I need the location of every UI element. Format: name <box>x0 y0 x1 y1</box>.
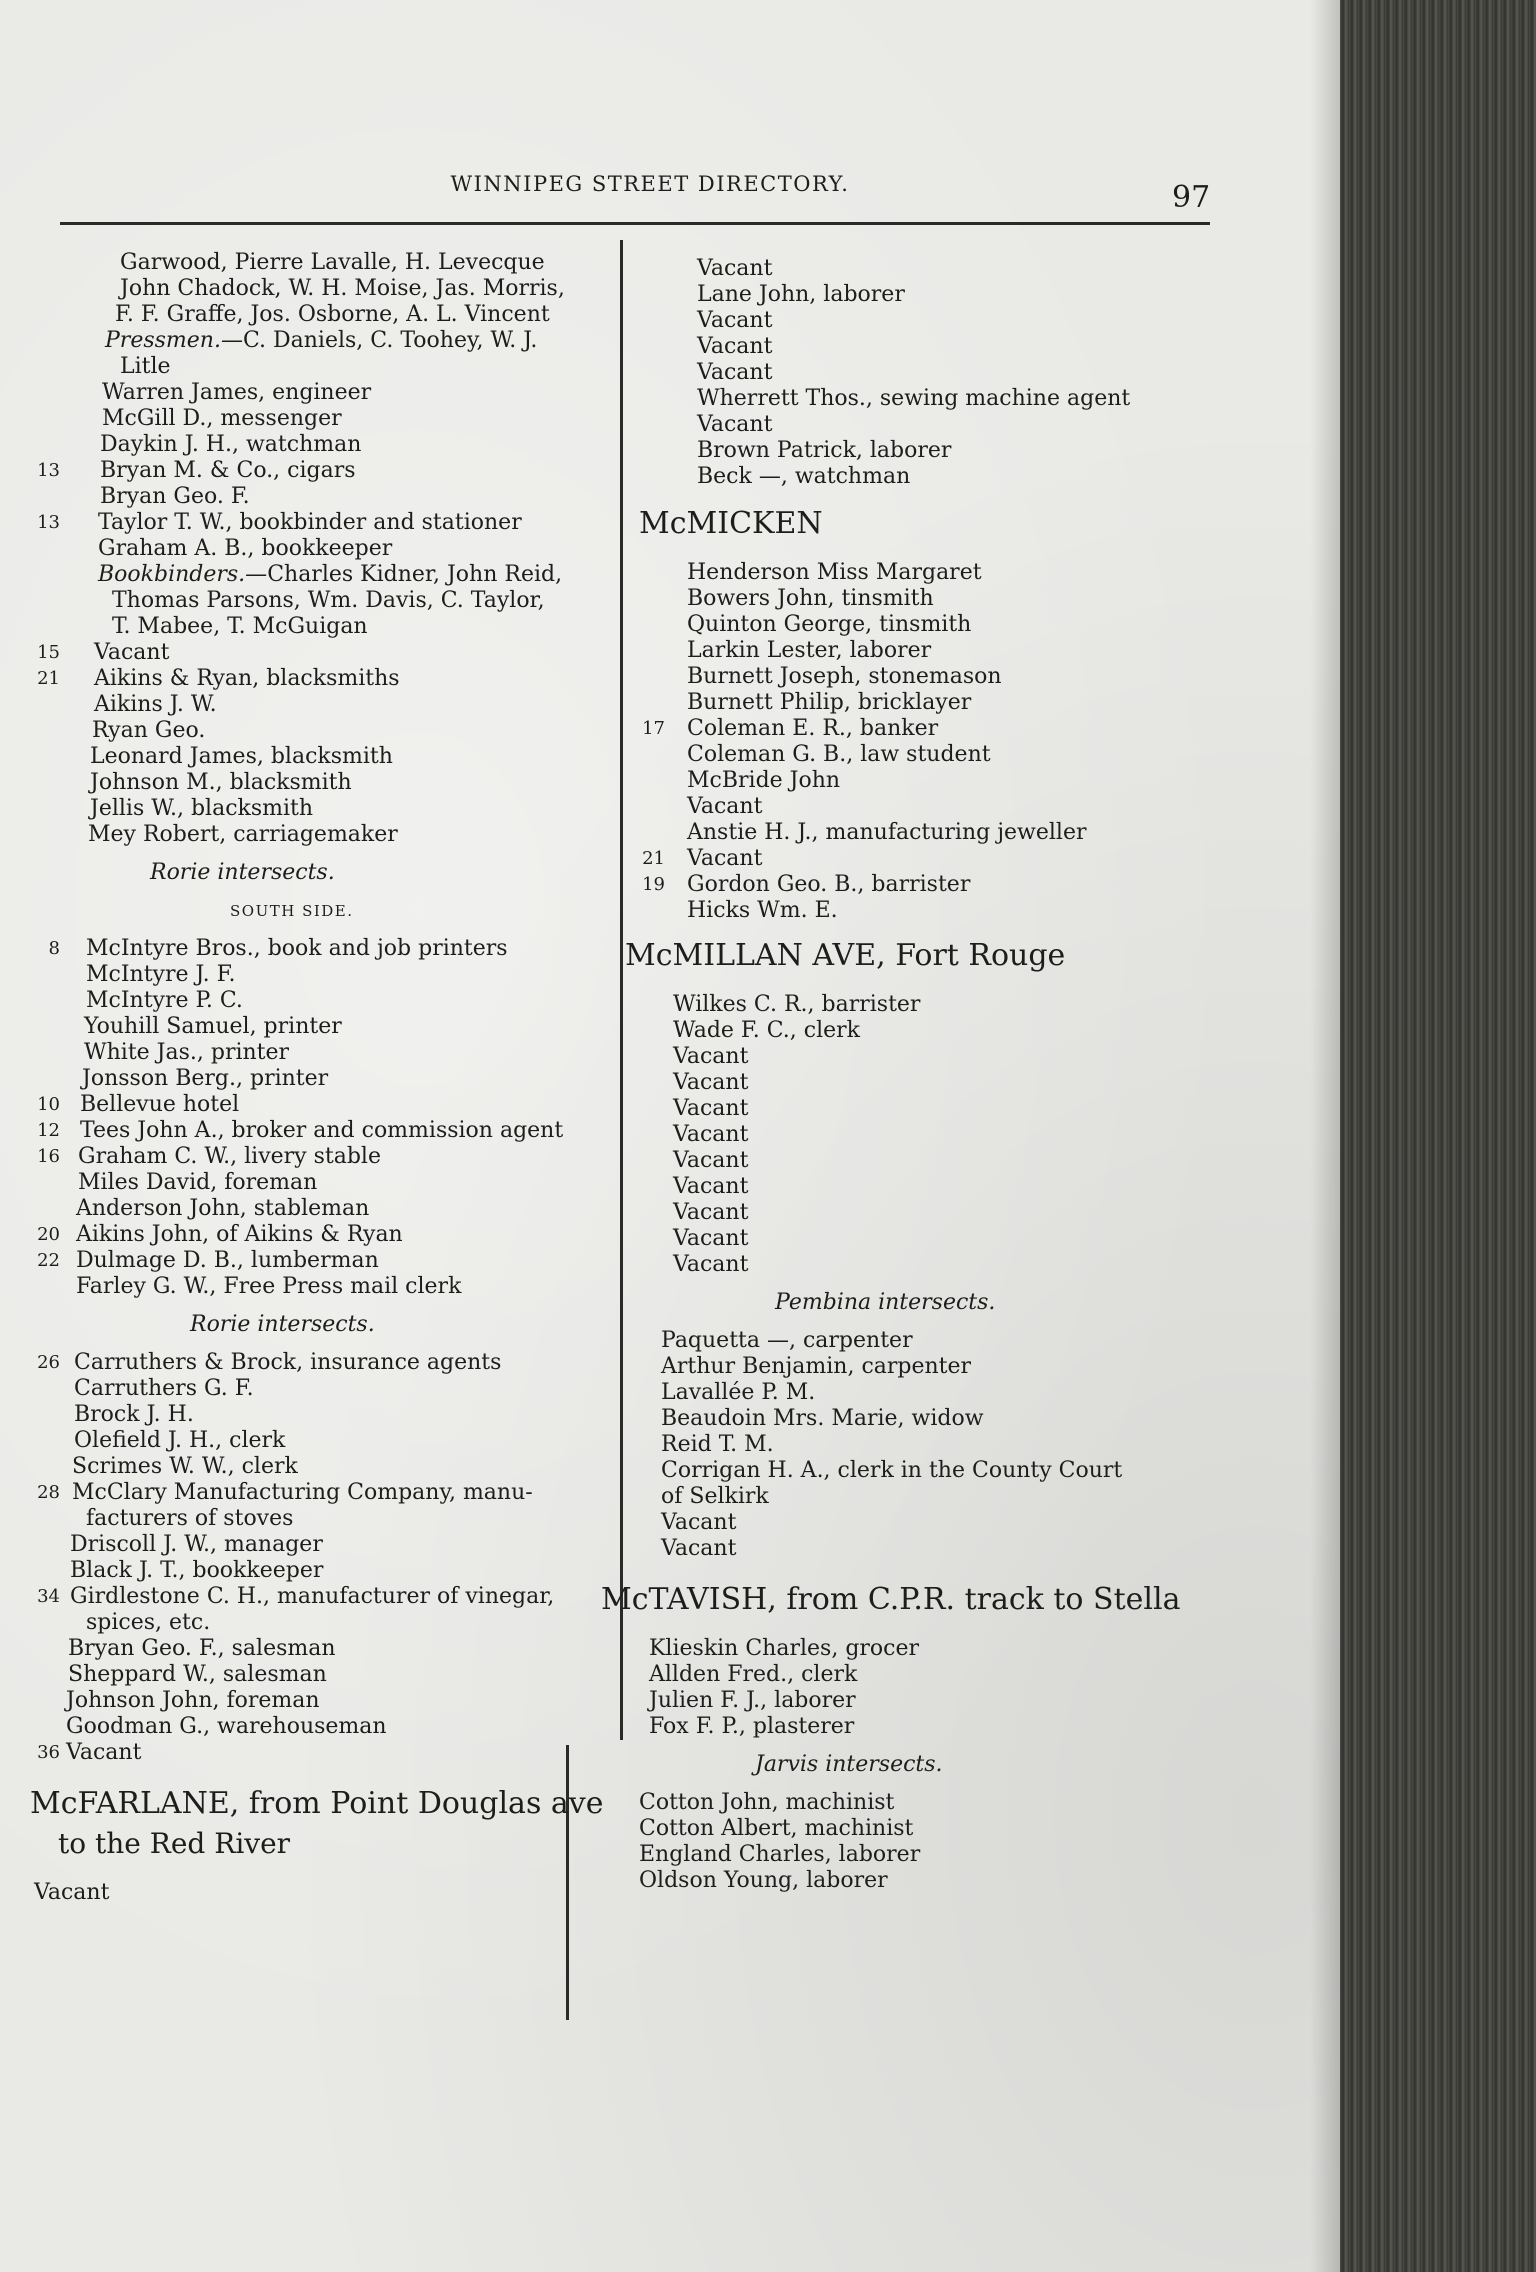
mctavish-list <box>635 1636 1195 1740</box>
directory-entry <box>635 768 1195 794</box>
house-number: 17 <box>642 718 665 739</box>
directory-entry <box>30 1454 600 1480</box>
directory-entry <box>30 1066 600 1092</box>
entry-text: Beck —, watchman <box>697 464 911 489</box>
directory-entry <box>30 640 600 666</box>
directory-entry <box>30 1376 600 1402</box>
entry-text: Johnson M., blacksmith <box>90 770 352 795</box>
directory-entry <box>30 510 600 536</box>
directory-entry <box>30 1248 600 1274</box>
directory-entry <box>635 560 1195 586</box>
house-number: 8 <box>48 938 60 959</box>
entry-text: Wilkes C. R., barrister <box>673 992 921 1017</box>
entry-text: Miles David, foreman <box>78 1170 318 1195</box>
directory-entry <box>635 794 1195 820</box>
entry-text: Pressmen.—C. Daniels, C. Toohey, W. J. <box>105 328 538 353</box>
house-number: 10 <box>37 1094 60 1115</box>
entry-text: Burnett Joseph, stonemason <box>687 664 1002 689</box>
house-number: 19 <box>642 874 665 895</box>
directory-entry <box>635 846 1195 872</box>
mcfarlane-list <box>30 1880 600 1906</box>
directory-entry <box>635 1432 1195 1458</box>
directory-entry <box>635 638 1195 664</box>
page-number: 97 <box>1172 180 1211 215</box>
directory-entry <box>30 1402 600 1428</box>
entry-text: Bryan Geo. F., salesman <box>68 1636 336 1661</box>
directory-entry <box>635 1790 1195 1816</box>
mcmillan-heading <box>625 936 1195 976</box>
entry-text: Vacant <box>673 1122 749 1147</box>
mcfarlane-heading-2 <box>30 1824 600 1864</box>
directory-entry <box>30 1880 600 1906</box>
directory-entry <box>635 1096 1195 1122</box>
directory-entry <box>635 282 1195 308</box>
entry-text: Brown Patrick, laborer <box>697 438 952 463</box>
directory-entry <box>30 1532 600 1558</box>
entry-text: Vacant <box>697 360 773 385</box>
directory-entry <box>30 744 600 770</box>
directory-entry <box>635 1816 1195 1842</box>
directory-entry <box>635 308 1195 334</box>
entry-text: Vacant <box>673 1044 749 1069</box>
entry-text: Thomas Parsons, Wm. Davis, C. Taylor, <box>112 588 545 613</box>
directory-entry <box>30 250 600 276</box>
right-top-list <box>635 256 1195 490</box>
pembina-intersects: Pembina intersects. <box>775 1290 996 1315</box>
directory-entry <box>30 562 600 588</box>
entry-text: Bowers John, tinsmith <box>687 586 934 611</box>
entry-text: Beaudoin Mrs. Marie, widow <box>661 1406 984 1431</box>
entry-text: Vacant <box>673 1070 749 1095</box>
entry-text: Driscoll J. W., manager <box>70 1532 323 1557</box>
entry-text: Coleman E. R., banker <box>687 716 939 741</box>
entry-text: Daykin J. H., watchman <box>100 432 362 457</box>
directory-entry <box>30 1092 600 1118</box>
mcfarlane-heading-line1: McFARLANE, from Point Douglas ave <box>30 1786 604 1821</box>
entry-text: Scrimes W. W., clerk <box>72 1454 298 1479</box>
entry-text: Vacant <box>687 846 763 871</box>
book-fore-edge <box>1340 0 1536 2272</box>
directory-entry <box>30 1610 600 1636</box>
entry-text: Julien F. J., laborer <box>649 1688 856 1713</box>
directory-entry <box>30 458 600 484</box>
entry-text: Bryan Geo. F. <box>100 484 250 509</box>
entry-text: McBride John <box>687 768 841 793</box>
entry-text: Vacant <box>697 412 773 437</box>
entry-text: John Chadock, W. H. Moise, Jas. Morris, <box>120 276 565 301</box>
directory-entry <box>635 612 1195 638</box>
after-pembina-list <box>635 1328 1195 1562</box>
directory-entry <box>30 962 600 988</box>
mcmicken-heading: McMICKEN <box>639 506 823 541</box>
entry-text: Gordon Geo. B., barrister <box>687 872 971 897</box>
rorie-intersects-2: Rorie intersects. <box>190 1312 375 1337</box>
directory-entry <box>635 898 1195 924</box>
directory-entry <box>635 742 1195 768</box>
directory-entry <box>30 302 600 328</box>
entry-text: Bookbinders.—Charles Kidner, John Reid, <box>98 562 563 587</box>
entry-text: Vacant <box>673 1252 749 1277</box>
entry-text: Brock J. H. <box>74 1402 194 1427</box>
entry-text: Bellevue hotel <box>80 1092 240 1117</box>
entry-text: Taylor T. W., bookbinder and stationer <box>98 510 522 535</box>
directory-entry <box>30 484 600 510</box>
entry-text: Litle <box>120 354 171 379</box>
house-number: 22 <box>37 1250 60 1271</box>
directory-entry <box>30 822 600 848</box>
directory-entry <box>635 1510 1195 1536</box>
mctavish-heading: McTAVISH, from C.P.R. track to Stella <box>601 1582 1181 1617</box>
directory-entry <box>635 992 1195 1018</box>
directory-entry <box>635 1406 1195 1432</box>
entry-text: Black J. T., bookkeeper <box>70 1558 324 1583</box>
entry-text: T. Mabee, T. McGuigan <box>112 614 368 639</box>
entry-text: of Selkirk <box>661 1484 769 1509</box>
directory-entry <box>635 1484 1195 1510</box>
house-number: 15 <box>37 642 60 663</box>
entry-text: Cotton John, machinist <box>639 1790 895 1815</box>
entry-text: Allden Fred., clerk <box>649 1662 858 1687</box>
directory-entry <box>30 354 600 380</box>
directory-entry <box>30 770 600 796</box>
south-side-list <box>30 936 600 1300</box>
entry-text: Wade F. C., clerk <box>673 1018 860 1043</box>
house-number: 20 <box>37 1224 60 1245</box>
entry-text: F. F. Graffe, Jos. Osborne, A. L. Vincent <box>115 302 550 327</box>
entry-text: Bryan M. & Co., cigars <box>100 458 356 483</box>
directory-entry <box>635 1070 1195 1096</box>
directory-entry <box>635 1868 1195 1894</box>
directory-entry <box>635 1044 1195 1070</box>
directory-entry <box>635 1688 1195 1714</box>
entry-text: Oldson Young, laborer <box>639 1868 888 1893</box>
directory-entry <box>30 588 600 614</box>
entry-text: Larkin Lester, laborer <box>687 638 932 663</box>
directory-entry <box>30 692 600 718</box>
directory-entry <box>635 1636 1195 1662</box>
directory-entry <box>30 1350 600 1376</box>
directory-entry <box>30 1118 600 1144</box>
entry-text: Vacant <box>697 334 773 359</box>
entry-text: Vacant <box>66 1740 142 1765</box>
entry-text: Vacant <box>661 1510 737 1535</box>
right-column <box>601 256 1195 1894</box>
entry-text: Vacant <box>697 256 773 281</box>
directory-entry <box>30 536 600 562</box>
left-intro-list <box>30 250 600 848</box>
entry-text: Hicks Wm. E. <box>687 898 838 923</box>
entry-text: Arthur Benjamin, carpenter <box>661 1354 972 1379</box>
directory-entry <box>635 256 1195 282</box>
left-after-list <box>30 1350 600 1766</box>
directory-entry <box>635 464 1195 490</box>
entry-text: Dulmage D. B., lumberman <box>76 1248 379 1273</box>
after-jarvis-list <box>635 1790 1195 1894</box>
house-number: 13 <box>37 460 60 481</box>
entry-text: Goodman G., warehouseman <box>66 1714 387 1739</box>
entry-text: McIntyre J. F. <box>86 962 236 987</box>
directory-entry <box>30 1506 600 1532</box>
entry-text: McIntyre Bros., book and job printers <box>86 936 508 961</box>
house-number: 26 <box>37 1352 60 1373</box>
directory-entry <box>30 718 600 744</box>
entry-text: Henderson Miss Margaret <box>687 560 982 585</box>
entry-text: Vacant <box>661 1536 737 1561</box>
entry-text: Olefield J. H., clerk <box>74 1428 286 1453</box>
house-number: 28 <box>37 1482 60 1503</box>
entry-text: Vacant <box>673 1096 749 1121</box>
directory-entry <box>30 666 600 692</box>
directory-entry <box>30 1196 600 1222</box>
entry-text: White Jas., printer <box>84 1040 290 1065</box>
directory-entry <box>635 334 1195 360</box>
directory-entry <box>635 1252 1195 1278</box>
entry-text: Farley G. W., Free Press mail clerk <box>76 1274 462 1299</box>
directory-entry <box>635 1018 1195 1044</box>
entry-text: Coleman G. B., law student <box>687 742 991 767</box>
entry-text: Aikins J. W. <box>94 692 217 717</box>
entry-text: facturers of stoves <box>86 1506 294 1531</box>
directory-entry <box>635 1536 1195 1562</box>
entry-text: Jonsson Berg., printer <box>82 1066 329 1091</box>
entry-text: Vacant <box>34 1880 110 1905</box>
left-column <box>30 250 604 1906</box>
entry-text: McIntyre P. C. <box>86 988 243 1013</box>
directory-entry <box>30 988 600 1014</box>
entry-text: Reid T. M. <box>661 1432 774 1457</box>
directory-entry <box>635 1842 1195 1868</box>
entry-text: Carruthers G. F. <box>74 1376 254 1401</box>
entry-text: Wherrett Thos., sewing machine agent <box>697 386 1131 411</box>
directory-entry <box>30 1558 600 1584</box>
house-number: 21 <box>642 848 665 869</box>
directory-entry <box>635 1122 1195 1148</box>
house-number: 16 <box>37 1146 60 1167</box>
directory-entry <box>30 1222 600 1248</box>
entry-text: Vacant <box>697 308 773 333</box>
directory-entry <box>635 716 1195 742</box>
house-number: 13 <box>37 512 60 533</box>
directory-entry <box>635 1148 1195 1174</box>
entry-text: McGill D., messenger <box>102 406 342 431</box>
entry-text: Anderson John, stableman <box>76 1196 370 1221</box>
directory-entry <box>30 1040 600 1066</box>
rorie-intersects-1: Rorie intersects. <box>150 860 335 885</box>
directory-entry <box>635 386 1195 412</box>
directory-entry <box>635 586 1195 612</box>
entry-text: Sheppard W., salesman <box>68 1662 327 1687</box>
entry-text: Aikins & Ryan, blacksmiths <box>94 666 400 691</box>
entry-text: Leonard James, blacksmith <box>90 744 393 769</box>
entry-text: Vacant <box>673 1174 749 1199</box>
entry-text: Lane John, laborer <box>697 282 905 307</box>
entry-text: Paquetta —, carpenter <box>661 1328 913 1353</box>
entry-text: Vacant <box>673 1200 749 1225</box>
south-side-heading: SOUTH SIDE. <box>230 902 354 920</box>
directory-entry <box>635 412 1195 438</box>
directory-entry <box>30 1480 600 1506</box>
directory-entry <box>30 276 600 302</box>
directory-entry <box>635 1662 1195 1688</box>
entry-text: Vacant <box>94 640 170 665</box>
directory-entry <box>30 1584 600 1610</box>
directory-entry <box>30 432 600 458</box>
directory-entry <box>635 1328 1195 1354</box>
directory-entry <box>635 438 1195 464</box>
directory-entry <box>30 406 600 432</box>
directory-entry <box>30 1274 600 1300</box>
entry-text: Ryan Geo. <box>92 718 206 743</box>
entry-text: Graham A. B., bookkeeper <box>98 536 393 561</box>
entry-text: Johnson John, foreman <box>66 1688 320 1713</box>
mcfarlane-heading <box>30 1784 604 1824</box>
trade-label: Pressmen.— <box>105 328 243 353</box>
house-number: 12 <box>37 1120 60 1141</box>
entry-text: Quinton George, tinsmith <box>687 612 972 637</box>
directory-entry <box>635 1380 1195 1406</box>
directory-entry <box>635 690 1195 716</box>
entry-text: Graham C. W., livery stable <box>78 1144 381 1169</box>
directory-entry <box>635 360 1195 386</box>
directory-entry <box>635 1714 1195 1740</box>
mcmillan-list <box>635 992 1195 1278</box>
directory-entry <box>30 328 600 354</box>
mcmicken-list <box>635 560 1195 924</box>
directory-entry <box>30 1636 600 1662</box>
directory-entry <box>635 664 1195 690</box>
jarvis-intersects: Jarvis intersects. <box>755 1752 943 1777</box>
running-header: WINNIPEG STREET DIRECTORY. <box>450 172 850 196</box>
entry-text: Klieskin Charles, grocer <box>649 1636 920 1661</box>
entry-text: McClary Manufacturing Company, manu- <box>72 1480 533 1505</box>
entry-text: Vacant <box>673 1226 749 1251</box>
directory-entry <box>635 1458 1195 1484</box>
directory-entry <box>635 1226 1195 1252</box>
directory-entry <box>30 1014 600 1040</box>
entry-text: Aikins John, of Aikins & Ryan <box>76 1222 403 1247</box>
directory-entry <box>635 872 1195 898</box>
directory-entry <box>635 1174 1195 1200</box>
directory-entry <box>30 936 600 962</box>
entry-text: Lavallée P. M. <box>661 1380 816 1405</box>
mcfarlane-heading-line2: to the Red River <box>58 1827 291 1860</box>
directory-entry <box>635 1200 1195 1226</box>
entry-text: Youhill Samuel, printer <box>84 1014 342 1039</box>
directory-entry <box>30 1144 600 1170</box>
entry-text: Fox F. P., plasterer <box>649 1714 855 1739</box>
directory-entry <box>635 1354 1195 1380</box>
mcmillan-heading-main: McMILLAN AVE, <box>625 938 886 973</box>
entry-text: Girdlestone C. H., manufacturer of vinegar, <box>70 1584 555 1609</box>
entry-text: Carruthers & Brock, insurance agents <box>74 1350 502 1375</box>
entry-text: Mey Robert, carriagemaker <box>88 822 398 847</box>
house-number: 34 <box>37 1586 60 1607</box>
directory-entry <box>30 380 600 406</box>
entry-text: Anstie H. J., manufacturing jeweller <box>687 820 1087 845</box>
directory-entry <box>30 1714 600 1740</box>
house-number: 36 <box>37 1742 60 1763</box>
directory-entry <box>30 614 600 640</box>
directory-entry <box>30 1428 600 1454</box>
entry-text: spices, etc. <box>86 1610 211 1635</box>
entry-text: England Charles, laborer <box>639 1842 921 1867</box>
entry-text: Vacant <box>687 794 763 819</box>
house-number: 21 <box>37 668 60 689</box>
directory-entry <box>30 1170 600 1196</box>
entry-text: Burnett Philip, bricklayer <box>687 690 972 715</box>
directory-entry <box>30 1688 600 1714</box>
entry-text: Warren James, engineer <box>102 380 372 405</box>
entry-text: Corrigan H. A., clerk in the County Court <box>661 1458 1123 1483</box>
entry-text: Jellis W., blacksmith <box>90 796 314 821</box>
directory-entry <box>635 820 1195 846</box>
column-divider <box>620 240 623 1740</box>
directory-entry <box>30 1740 600 1766</box>
header-rule <box>60 222 1210 225</box>
directory-entry <box>30 796 600 822</box>
entry-text: Vacant <box>673 1148 749 1173</box>
trade-label: Bookbinders.— <box>98 562 268 587</box>
mcmillan-heading-suffix: Fort Rouge <box>895 938 1066 973</box>
entry-text: Garwood, Pierre Lavalle, H. Levecque <box>120 250 545 275</box>
entry-text: Tees John A., broker and commission agent <box>80 1118 564 1143</box>
entry-text: Cotton Albert, machinist <box>639 1816 914 1841</box>
directory-entry <box>30 1662 600 1688</box>
